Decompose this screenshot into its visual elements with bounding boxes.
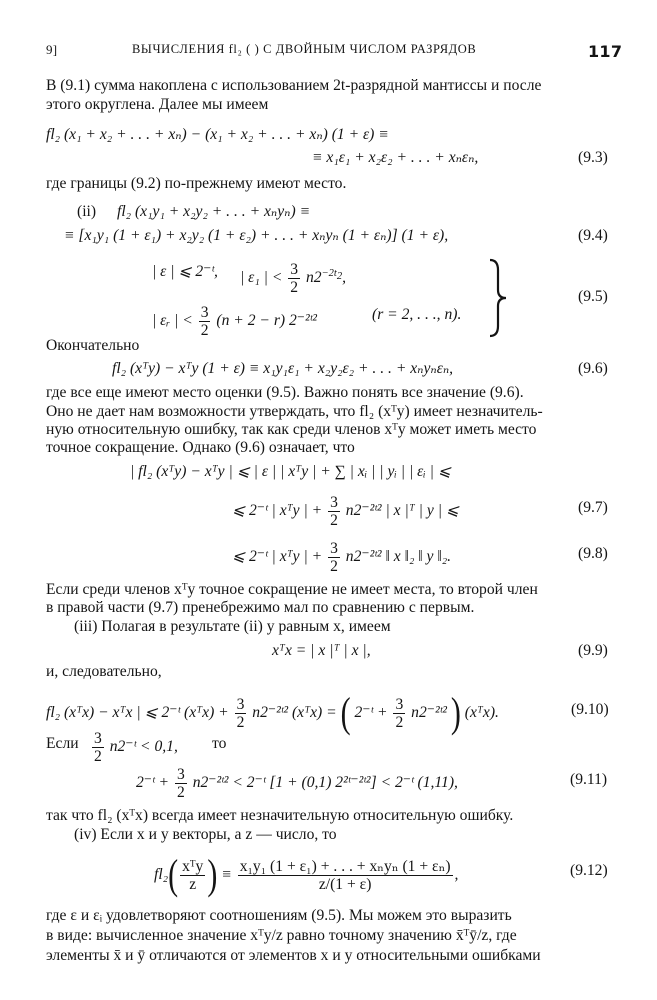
equation-number: (9.10): [571, 701, 609, 718]
equation-9-8: ⩽ 2⁻ᵗ | xᵀy | + $\frac{3}{2}$ n2⁻²ᵗ² ‖ x ‖₂ ‖ y ‖₂.: [232, 540, 452, 575]
equation-9-9: xᵀx = | x |ᵀ | x |,: [272, 642, 371, 659]
equation-9-5-eps: | ε | ⩽ 2⁻ᵗ,: [152, 263, 218, 280]
equation-number: (9.3): [578, 149, 608, 166]
section-marker: 9]: [46, 42, 58, 57]
paragraph-line: точное сокращение. Однако (9.6) означает, что: [46, 439, 355, 456]
fraction-three-halves: $\frac{3}{2}$: [236, 696, 245, 731]
item-label: (ii): [77, 203, 97, 220]
paragraph-word: то: [212, 735, 227, 752]
equation-number: (9.9): [578, 642, 608, 659]
equation-number: (9.4): [578, 227, 608, 244]
equation-9-4-line2: ≡ [x₁y₁ (1 + ε₁) + x₂y₂ (1 + ε₂) + . . . + xₙyₙ (1 + εₙ)] (1 + ε),: [64, 227, 449, 244]
fraction-three-halves: $\frac{3}{2}$: [330, 494, 338, 529]
condition-inequality: $\frac{3}{2}$ n2⁻ᵗ < 0,1,: [94, 730, 178, 765]
equation-9-5-range: (r = 2, . . ., n).: [372, 306, 462, 323]
equation-9-11: 2⁻ᵗ + $\frac{3}{2}$ n2⁻²ᵗ² < 2⁻ᵗ [1 + (0,1) 2²ᵗ⁻²ᵗ²] < 2⁻ᵗ (1,11),: [136, 766, 458, 801]
paragraph-line: (iv) Если x и y векторы, а z — число, то: [74, 826, 337, 843]
fraction-three-halves: $\frac{3}{2}$: [395, 696, 404, 731]
paragraph-line: Если среди членов xᵀy точное сокращение не имеет места, то второй член: [46, 581, 538, 598]
fraction-three-halves: $\frac{3}{2}$: [176, 766, 185, 801]
equation-number: (9.11): [570, 771, 608, 788]
left-paren: (: [340, 689, 351, 736]
right-paren: ): [207, 851, 218, 898]
paragraph-line: В (9.1) сумма накоплена с использованием 2t-разрядной мантиссы и после: [46, 77, 542, 94]
equation-9-12: fl₂( $\frac{\text{xᵀy}}{z}$ ) ≡ $\frac{\text{x₁y₁ (1 + ε₁) + . . . + xₙyₙ (1 + εₙ)}}{z/(1 + \varepsilon)}$ ,: [154, 851, 459, 898]
fraction-three-halves: $\frac{3}{2}$: [290, 261, 299, 296]
equation-number: (9.8): [578, 545, 608, 562]
equation-9-7-line1: | fl₂ (xᵀy) − xᵀy | ⩽ | ε | | xᵀy | + ∑ | xᵢ | | yᵢ | | εᵢ | ⩽: [130, 463, 451, 480]
running-title: ВЫЧИСЛЕНИЯ fl₂ ( ) С ДВОЙНЫМ ЧИСЛОМ РАЗРЯДОВ: [132, 42, 477, 56]
equation-9-5-epsr: | εᵣ | < $\frac{3}{2}$ (n + 2 − r) 2⁻²ᵗ²: [152, 304, 317, 339]
fraction-three-halves: $\frac{3}{2}$: [330, 540, 338, 575]
fraction-three-halves: $\frac{3}{2}$: [200, 304, 209, 339]
paragraph-line: где границы (9.2) по-прежнему имеют место.: [46, 175, 347, 192]
equation-number: (9.6): [578, 360, 608, 377]
paragraph-line: элементы x̄ и ȳ отличаются от элементов x и y относительными ошибками: [46, 947, 541, 964]
paragraph-line: этого округлена. Далее мы имеем: [46, 96, 269, 113]
equation-9-10: fl₂ (xᵀx) − xᵀx | ⩽ 2⁻ᵗ (xᵀx) + $\frac{3}{2}$ n2⁻²ᵗ² (xᵀx) = ( 2⁻ᵗ + $\frac{3}{2}$ n2⁻²ᵗ² ) (xᵀx).: [46, 689, 499, 736]
paragraph-line: ную относительную ошибку, так как среди членов xᵀy может иметь место: [46, 421, 537, 438]
page-number: 117: [588, 42, 623, 61]
fraction-main: $\frac{\text{x₁y₁ (1 + ε₁) + . . . + xₙyₙ (1 + εₙ)}}{z/(1 + \varepsilon)}$: [239, 858, 451, 893]
equation-9-5-eps1: | ε₁ | < $\frac{3}{2}$ $n2^{-2t_2}$,: [240, 261, 346, 296]
paragraph-line: где ε и εᵢ удовлетворяют соотношениям (9.5). Мы можем это выразить: [46, 907, 512, 924]
fraction-three-halves: $\frac{3}{2}$: [94, 730, 102, 765]
paragraph-line: в правой части (9.7) пренебрежимо мал по сравнению с первым.: [46, 599, 475, 616]
equation-9-7-line2: ⩽ 2⁻ᵗ | xᵀy | + $\frac{3}{2}$ n2⁻²ᵗ² | x |ᵀ | y | ⩽: [232, 494, 459, 529]
right-paren: ): [450, 689, 461, 736]
right-brace-icon: [488, 258, 508, 338]
equation-9-4-line1: fl₂ (x₁y₁ + x₂y₂ + . . . + xₙyₙ) ≡: [117, 203, 311, 220]
paragraph-line: и, следовательно,: [46, 663, 162, 680]
equation-number: (9.5): [578, 288, 608, 305]
fraction-xty-over-z: $\frac{\text{xᵀy}}{z}$: [182, 858, 204, 893]
equation-9-3-line2: ≡ x₁ε₁ + x₂ε₂ + . . . + xₙεₙ,: [312, 149, 479, 166]
paragraph-line: так что fl₂ (xᵀx) всегда имеет незначительную относительную ошибку.: [46, 807, 514, 824]
paragraph-line: (iii) Полагая в результате (ii) y равным x, имеем: [74, 618, 391, 635]
equation-number: (9.7): [578, 499, 608, 516]
paragraph-line: в виде: вычисленное значение xᵀy/z равно точному значению x̄ᵀȳ/z, где: [46, 927, 517, 944]
paragraph-line: Оно не дает нам возможности утверждать, что fl₂ (xᵀy) имеет незначитель-: [46, 403, 543, 420]
paragraph-line: где все еще имеют место оценки (9.5). Важно понять все значение (9.6).: [46, 384, 524, 401]
equation-9-3-line1: fl₂ (x₁ + x₂ + . . . + xₙ) − (x₁ + x₂ + . . . + xₙ) (1 + ε) ≡: [46, 126, 389, 143]
equation-number: (9.12): [570, 862, 608, 879]
left-paren: (: [168, 851, 179, 898]
equation-9-6: fl₂ (xᵀy) − xᵀy (1 + ε) ≡ x₁y₁ε₁ + x₂y₂ε₂ + . . . + xₙyₙεₙ,: [112, 360, 454, 377]
paragraph-word: Если: [46, 735, 79, 752]
paragraph-line: Окончательно: [46, 337, 140, 354]
